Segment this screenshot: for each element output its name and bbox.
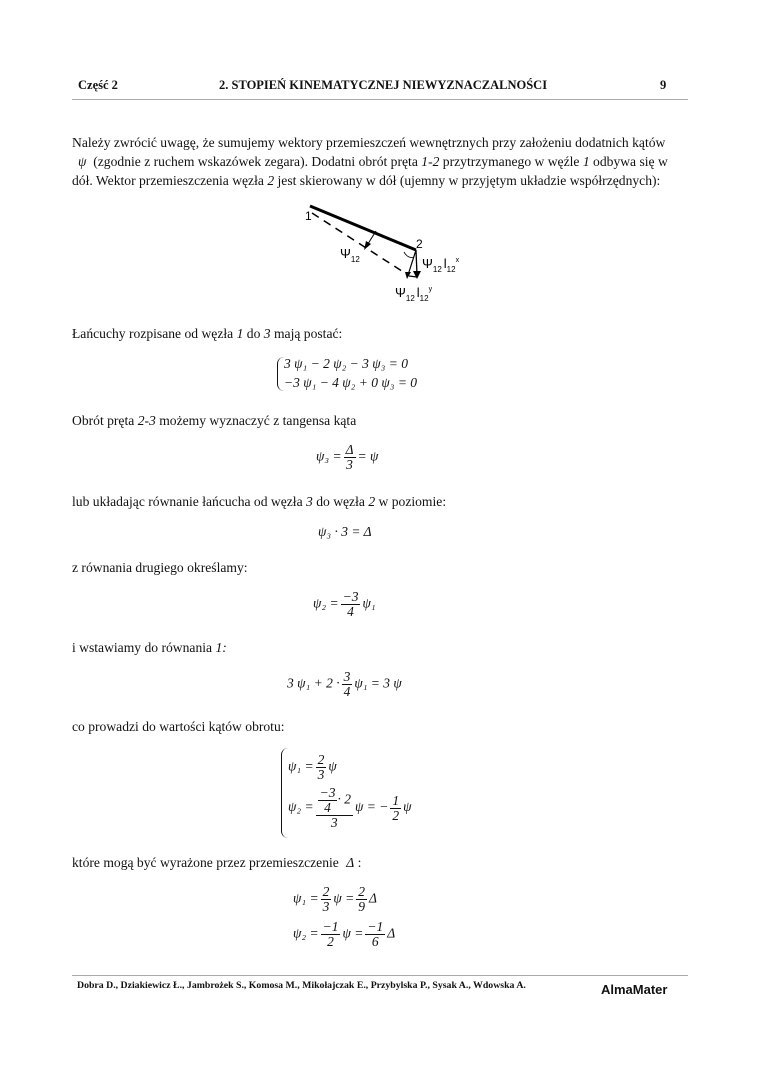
displaced-bar	[312, 213, 408, 275]
psi12-l12y-label: $\Psi_{12}$ $l_{12}^y$	[395, 285, 433, 303]
system1-eq2: −3 ψ₁ − 4 ψ₂ + 0 ψ₃ = 0	[284, 375, 418, 390]
footer-authors: Dobra D., Dziakiewicz Ł., Jambrożek S., Komosa M., Mikołajczak E., Przybylska P., Sysak A., Wdowska A.	[77, 980, 526, 991]
equation-psi2: ψ₂ = $\frac{-3}{4}$ ψ₁	[313, 589, 376, 619]
system2-brace	[281, 748, 288, 838]
intro-line-3: dół. Wektor przemieszczenia węzła 2 jest skierowany w dół (ujemny w przyjętym układzie współrzędnych):	[72, 173, 661, 188]
horizontal-chain-sentence: lub układając równanie łańcucha od węzła 3 do węzła 2 w poziomie:	[72, 494, 447, 509]
final-psi1: ψ₁ = $\frac{2}{3}$ ψ = $\frac{2}{9}$ Δ	[293, 884, 377, 914]
equation-insert: 3 ψ₁ + 2 · $\frac{3}{4}$ ψ₁ = 3 ψ	[287, 669, 402, 699]
bar-1-2	[310, 206, 416, 250]
node-1-label: 1	[305, 209, 312, 223]
header-chapter-title: 2. STOPIEŃ KINEMATYCZNEJ NIEWYZNACZALNOŚCI	[219, 78, 548, 92]
footer-rule	[72, 975, 688, 976]
system2-line1: ψ₁ = $\frac{2}{3}$ ψ	[288, 752, 337, 782]
equation-tangent: ψ₃ = $\frac{\Delta}{3}$ = ψ	[316, 442, 379, 472]
rotation-sentence: Obrót pręta 2-3 możemy wyznaczyć z tangensa kąta	[72, 413, 357, 428]
header-rule	[72, 99, 688, 100]
angle-arc	[404, 252, 414, 257]
psi12-label: $\Psi_{12}$	[340, 246, 360, 264]
page-number: 9	[660, 78, 667, 92]
node-2-label: 2	[416, 237, 423, 251]
displacement-sentence: które mogą być wyrażone przez przemieszczenie Δ :	[72, 855, 362, 870]
final-psi2: ψ₂ = $\frac{-1}{2}$ ψ = $\frac{-1}{6}$ Δ	[293, 919, 396, 949]
footer-brand: AlmaMater	[601, 982, 668, 997]
vector-vertical-head	[413, 271, 421, 279]
intro-line-2: ψ (zgodnie z ruchem wskazówek zegara). Dodatni obrót pręta 1-2 przytrzymanego w węźle 1 odbywa się w	[78, 154, 668, 169]
header-part: Część 2	[78, 78, 118, 92]
leads-sentence: co prowadzi do wartości kątów obrotu:	[72, 719, 285, 734]
system1-eq1: 3 ψ₁ − 2 ψ₂ − 3 ψ₃ = 0	[284, 356, 408, 371]
intro-line-1: Należy zwrócić uwagę, że sumujemy wektory przemieszczeń wewnętrznych przy założeniu dodatnich kątów	[72, 135, 666, 150]
system2-line2: ψ₂ = $\frac{-3}{4}$ · 2 3 ψ = − $\frac{1}{2}$ ψ	[288, 785, 412, 830]
psi-symbol: ψ	[78, 154, 87, 169]
chains-sentence: Łańcuchy rozpisane od węzła 1 do 3 mają postać:	[72, 326, 343, 341]
rotation-arrowhead	[364, 241, 371, 250]
displacement-figure	[290, 195, 470, 305]
second-equation-sentence: z równania drugiego określamy:	[72, 560, 248, 575]
system1-brace	[277, 357, 284, 391]
intro-paragraph	[72, 133, 690, 190]
insert-sentence: i wstawiamy do równania 1:	[72, 640, 227, 655]
equation-horizontal: ψ₃ · 3 = Δ	[318, 524, 372, 539]
psi12-l12x-label: $\Psi_{12}$ $l_{12}^x$	[422, 256, 460, 274]
